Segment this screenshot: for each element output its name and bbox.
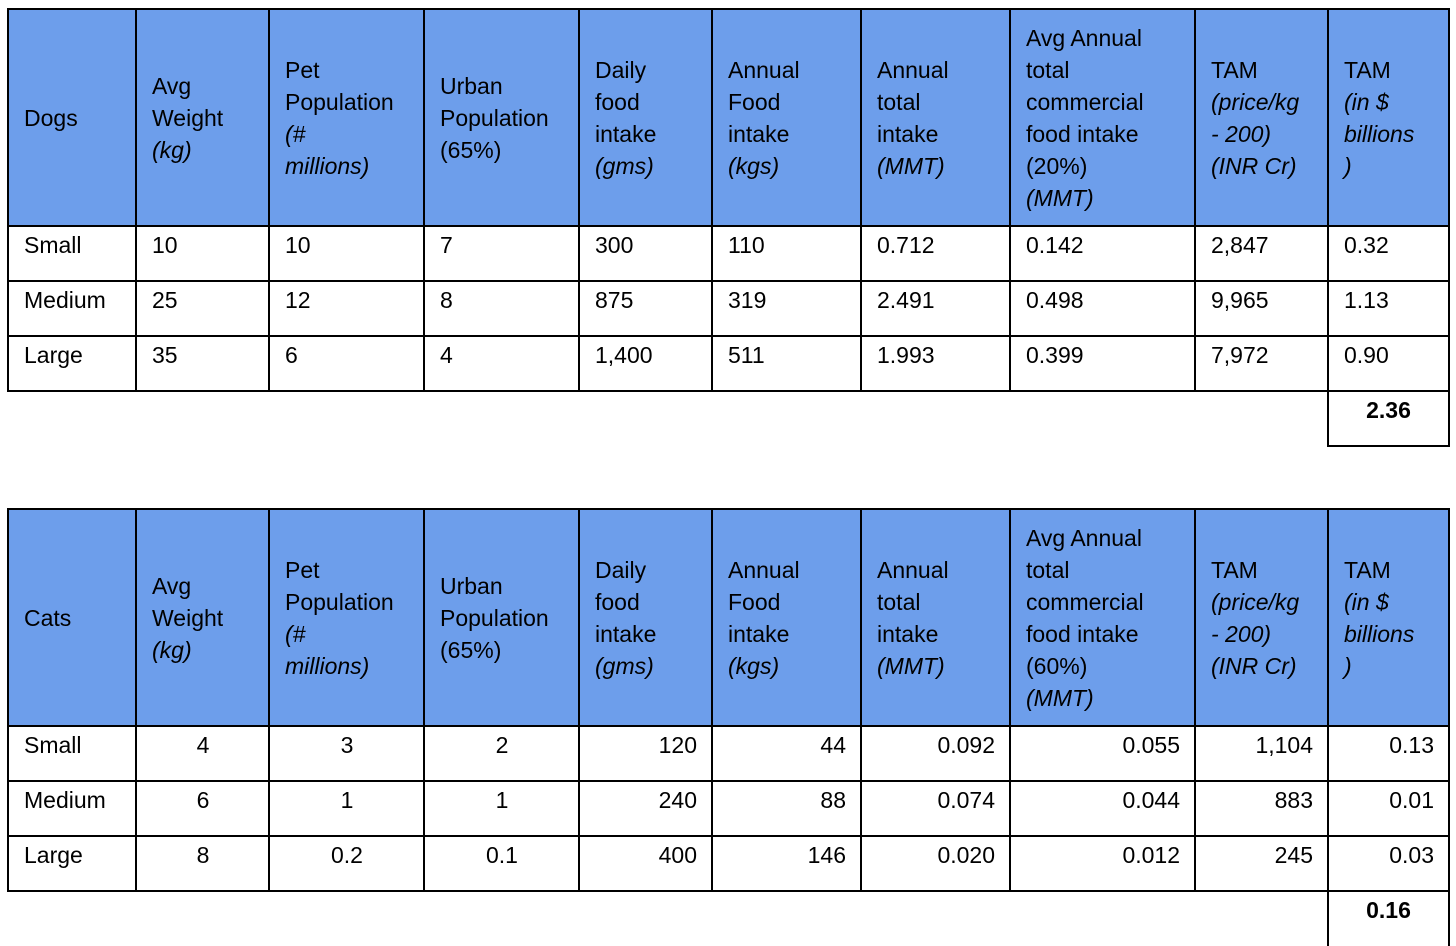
- header-line: (#: [285, 620, 306, 647]
- header-line: (kg): [152, 636, 192, 663]
- header-cell: [424, 9, 579, 226]
- table-row: [8, 781, 1449, 836]
- size-label-cell: Small: [8, 726, 136, 781]
- header-line: food intake: [1026, 620, 1139, 647]
- header-line: billions: [1344, 620, 1415, 647]
- dogs-header-row: [8, 9, 1449, 226]
- header-line: Pet: [285, 556, 320, 583]
- header-line: total: [1026, 556, 1070, 583]
- header-line: (MMT): [1026, 184, 1094, 211]
- header-line: intake: [728, 620, 790, 647]
- table-row: [8, 336, 1449, 391]
- table-row: [8, 226, 1449, 281]
- value-cell: 35: [136, 336, 269, 391]
- value-cell: 0.055: [1010, 726, 1195, 781]
- header-line: (gms): [595, 152, 654, 179]
- value-cell: 1.993: [861, 336, 1010, 391]
- header-line: Daily: [595, 556, 647, 583]
- cats-total-row: [8, 891, 1449, 946]
- header-line: total: [877, 88, 921, 115]
- blank-cell: [8, 891, 1328, 946]
- value-cell: 0.012: [1010, 836, 1195, 891]
- dogs-table-body: [8, 226, 1449, 391]
- header-line: intake: [877, 620, 939, 647]
- header-line: Avg: [152, 572, 192, 599]
- header-line: (price/kg: [1211, 88, 1300, 115]
- value-cell: 245: [1195, 836, 1328, 891]
- value-cell: 1: [424, 781, 579, 836]
- size-label-cell: Small: [8, 226, 136, 281]
- header-line: (kgs): [728, 152, 780, 179]
- value-cell: 10: [269, 226, 424, 281]
- header-line: Daily: [595, 56, 647, 83]
- header-line: intake: [877, 120, 939, 147]
- value-cell: 875: [579, 281, 712, 336]
- header-line: Dogs: [24, 104, 78, 131]
- header-cell: [269, 509, 424, 726]
- value-cell: 2,847: [1195, 226, 1328, 281]
- value-cell: 6: [269, 336, 424, 391]
- header-line: TAM: [1211, 56, 1258, 83]
- header-line: Avg Annual: [1026, 524, 1142, 551]
- value-cell: 0.90: [1328, 336, 1449, 391]
- header-cell: [1328, 9, 1449, 226]
- header-line: - 200): [1211, 120, 1272, 147]
- value-cell: 9,965: [1195, 281, 1328, 336]
- header-line: Avg: [152, 72, 192, 99]
- dogs-table: [7, 8, 1450, 447]
- header-line: millions): [285, 152, 370, 179]
- value-cell: 0.1: [424, 836, 579, 891]
- header-cell: [712, 9, 861, 226]
- header-cell: [424, 509, 579, 726]
- value-cell: 0.020: [861, 836, 1010, 891]
- header-line: (MMT): [1026, 684, 1094, 711]
- value-cell: 44: [712, 726, 861, 781]
- header-line: (INR Cr): [1211, 152, 1297, 179]
- header-line: (kgs): [728, 652, 780, 679]
- value-cell: 1,400: [579, 336, 712, 391]
- value-cell: 12: [269, 281, 424, 336]
- header-line: food intake: [1026, 120, 1139, 147]
- header-line: (in $: [1344, 588, 1389, 615]
- value-cell: 0.044: [1010, 781, 1195, 836]
- value-cell: 3: [269, 726, 424, 781]
- header-cell: [1195, 9, 1328, 226]
- header-line: ): [1344, 652, 1352, 679]
- value-cell: 10: [136, 226, 269, 281]
- header-cell: [861, 9, 1010, 226]
- header-line: Annual: [728, 556, 800, 583]
- header-cell: [712, 509, 861, 726]
- header-line: intake: [728, 120, 790, 147]
- header-cell: [8, 509, 136, 726]
- size-label-cell: Medium: [8, 781, 136, 836]
- header-line: Avg Annual: [1026, 24, 1142, 51]
- header-line: Annual: [877, 556, 949, 583]
- header-line: (in $: [1344, 88, 1389, 115]
- value-cell: 0.092: [861, 726, 1010, 781]
- dogs-total-row: [8, 391, 1449, 446]
- header-line: (price/kg: [1211, 588, 1300, 615]
- header-cell: [1328, 509, 1449, 726]
- value-cell: 0.03: [1328, 836, 1449, 891]
- value-cell: 7: [424, 226, 579, 281]
- blank-cell: [8, 391, 1328, 446]
- value-cell: 0.13: [1328, 726, 1449, 781]
- table-row: [8, 836, 1449, 891]
- header-line: (65%): [440, 636, 502, 663]
- value-cell: 0.498: [1010, 281, 1195, 336]
- header-line: Urban: [440, 72, 503, 99]
- header-line: Urban: [440, 572, 503, 599]
- header-cell: [579, 9, 712, 226]
- cats-tam-total: 0.16: [1328, 891, 1449, 946]
- cats-table: [7, 508, 1450, 946]
- value-cell: 110: [712, 226, 861, 281]
- value-cell: 7,972: [1195, 336, 1328, 391]
- header-line: (#: [285, 120, 306, 147]
- header-cell: [8, 9, 136, 226]
- header-line: billions: [1344, 120, 1415, 147]
- value-cell: 0.32: [1328, 226, 1449, 281]
- value-cell: 511: [712, 336, 861, 391]
- header-line: Annual: [728, 56, 800, 83]
- value-cell: 1.13: [1328, 281, 1449, 336]
- value-cell: 8: [424, 281, 579, 336]
- header-line: Population: [285, 88, 394, 115]
- value-cell: 4: [424, 336, 579, 391]
- value-cell: 883: [1195, 781, 1328, 836]
- header-line: Cats: [24, 604, 72, 631]
- value-cell: 0.399: [1010, 336, 1195, 391]
- header-cell: [1010, 509, 1195, 726]
- header-line: ): [1344, 152, 1352, 179]
- header-line: Annual: [877, 56, 949, 83]
- cats-table-body: [8, 726, 1449, 891]
- value-cell: 4: [136, 726, 269, 781]
- table-row: [8, 281, 1449, 336]
- header-line: (MMT): [877, 652, 945, 679]
- header-line: TAM: [1211, 556, 1258, 583]
- header-cell: [136, 9, 269, 226]
- header-line: intake: [595, 120, 657, 147]
- dogs-tam-total: 2.36: [1328, 391, 1449, 446]
- header-line: Population: [285, 588, 394, 615]
- value-cell: 1: [269, 781, 424, 836]
- header-line: TAM: [1344, 56, 1391, 83]
- value-cell: 25: [136, 281, 269, 336]
- header-line: total: [1026, 56, 1070, 83]
- header-line: Population: [440, 604, 549, 631]
- header-cell: [579, 509, 712, 726]
- header-line: (INR Cr): [1211, 652, 1297, 679]
- value-cell: 1,104: [1195, 726, 1328, 781]
- value-cell: 0.074: [861, 781, 1010, 836]
- header-cell: [1195, 509, 1328, 726]
- value-cell: 0.712: [861, 226, 1010, 281]
- value-cell: 240: [579, 781, 712, 836]
- header-line: (65%): [440, 136, 502, 163]
- value-cell: 6: [136, 781, 269, 836]
- header-line: - 200): [1211, 620, 1272, 647]
- header-cell: [269, 9, 424, 226]
- header-cell: [1010, 9, 1195, 226]
- header-cell: [861, 509, 1010, 726]
- table-row: [8, 726, 1449, 781]
- header-line: (20%): [1026, 152, 1088, 179]
- header-line: (MMT): [877, 152, 945, 179]
- header-line: (60%): [1026, 652, 1088, 679]
- header-line: millions): [285, 652, 370, 679]
- header-line: Food: [728, 88, 781, 115]
- header-line: (gms): [595, 652, 654, 679]
- value-cell: 300: [579, 226, 712, 281]
- size-label-cell: Large: [8, 336, 136, 391]
- value-cell: 2.491: [861, 281, 1010, 336]
- header-line: Weight: [152, 604, 224, 631]
- header-line: Pet: [285, 56, 320, 83]
- size-label-cell: Large: [8, 836, 136, 891]
- size-label-cell: Medium: [8, 281, 136, 336]
- value-cell: 8: [136, 836, 269, 891]
- header-cell: [136, 509, 269, 726]
- header-line: commercial: [1026, 588, 1144, 615]
- header-line: (kg): [152, 136, 192, 163]
- header-line: total: [877, 588, 921, 615]
- value-cell: 319: [712, 281, 861, 336]
- value-cell: 120: [579, 726, 712, 781]
- value-cell: 2: [424, 726, 579, 781]
- header-line: Food: [728, 588, 781, 615]
- value-cell: 0.01: [1328, 781, 1449, 836]
- header-line: food: [595, 88, 640, 115]
- header-line: Weight: [152, 104, 224, 131]
- header-line: TAM: [1344, 556, 1391, 583]
- value-cell: 88: [712, 781, 861, 836]
- value-cell: 0.142: [1010, 226, 1195, 281]
- header-line: food: [595, 588, 640, 615]
- header-line: commercial: [1026, 88, 1144, 115]
- header-line: intake: [595, 620, 657, 647]
- value-cell: 0.2: [269, 836, 424, 891]
- value-cell: 146: [712, 836, 861, 891]
- value-cell: 400: [579, 836, 712, 891]
- cats-header-row: [8, 509, 1449, 726]
- header-line: Population: [440, 104, 549, 131]
